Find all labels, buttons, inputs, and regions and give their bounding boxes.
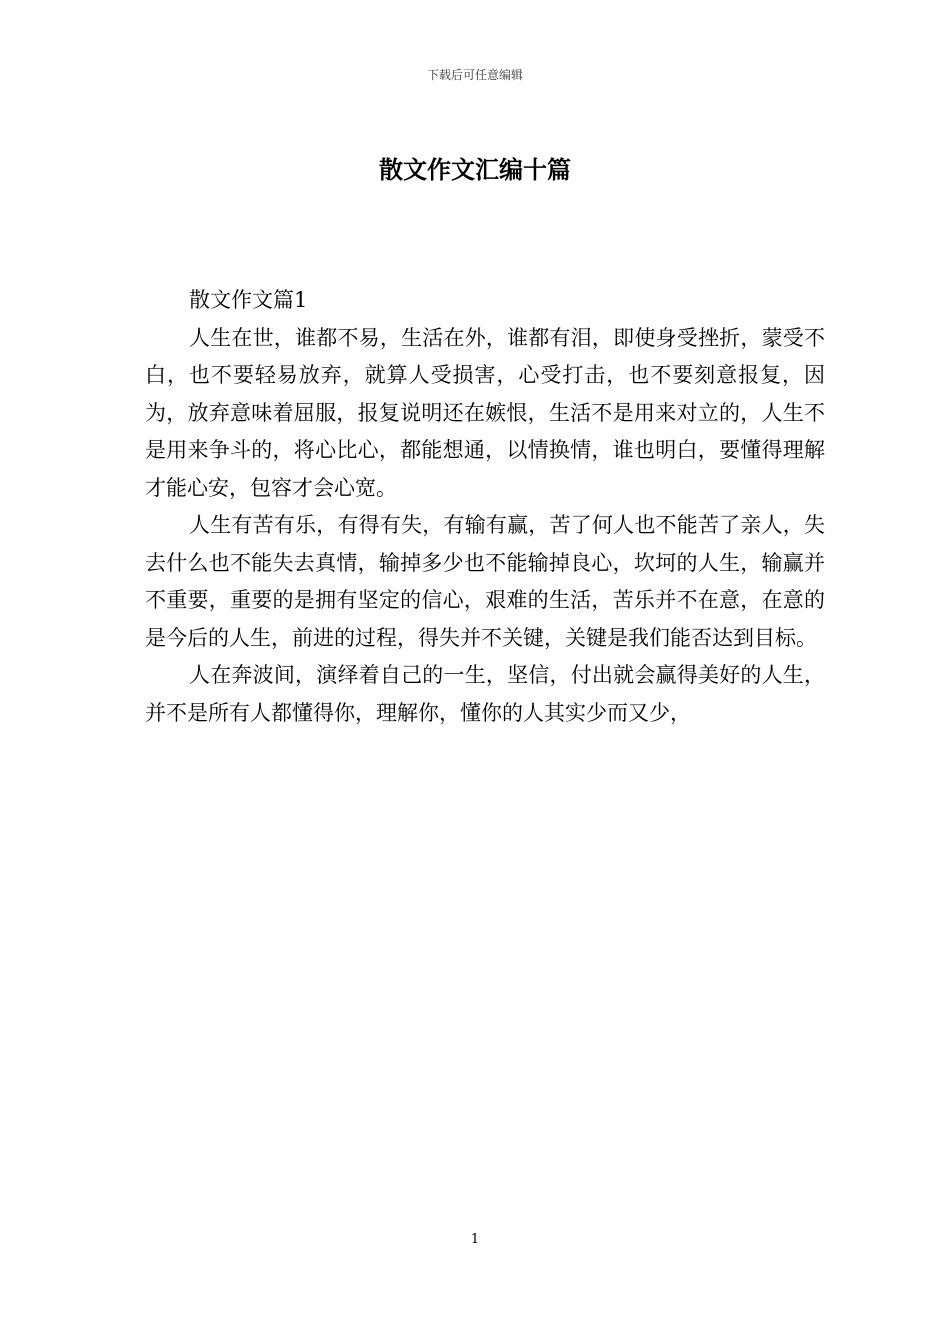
paragraph-1: 人生在世，谁都不易，生活在外，谁都有泪，即使身受挫折，蒙受不白，也不要轻易放弃，就算人受损害，心受打击，也不要刻意报复，因为，放弃意味着屈服，报复说明还在嫉恨，生活不是用来对立的，人生不是用来争斗的，将心比心，都能想通，以情换情，谁也明白，要懂得理解才能心安，包容才会心宽。 [145, 325, 825, 500]
document-body [145, 282, 825, 732]
paragraph-2: 人生有苦有乐，有得有失，有输有赢，苦了何人也不能苦了亲人，失去什么也不能失去真情，输掉多少也不能输掉良心，坎坷的人生，输赢并不重要，重要的是拥有坚定的信心，艰难的生活，苦乐并不在意，在意的是今后的人生，前进的过程，得失并不关键，关键是我们能否达到目标。 [145, 513, 825, 650]
page-header-note: 下载后可任意编辑 [426, 68, 523, 82]
paragraph-3: 人在奔波间，演绎着自己的一生，坚信，付出就会赢得美好的人生，并不是所有人都懂得你，理解你，懂你的人其实少而又少， [145, 663, 825, 725]
section-heading: 散文作文篇1 [189, 288, 308, 312]
page-number: 1 [470, 1232, 480, 1247]
document-title: 散文作文汇编十篇 [379, 155, 571, 184]
